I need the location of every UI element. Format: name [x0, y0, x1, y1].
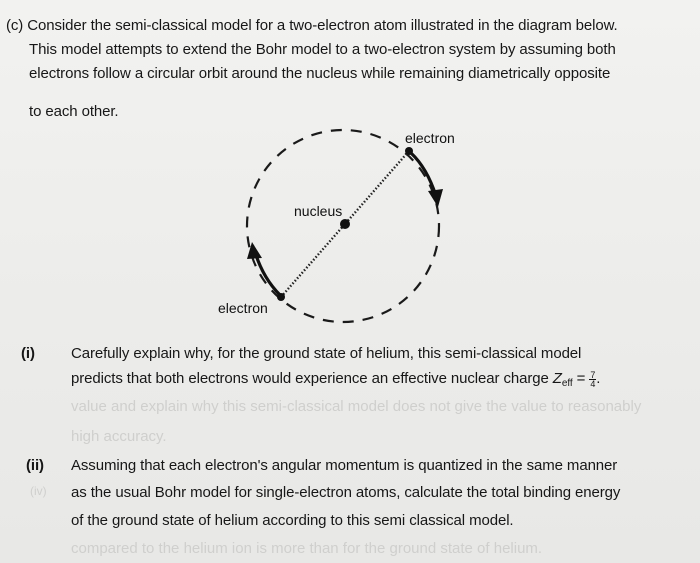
label-nucleus: nucleus	[294, 203, 343, 219]
part-ii-line-1	[26, 457, 44, 475]
part-ii-text-1: Assuming that each electron's angular momentum is quantized in the same manner	[71, 457, 618, 474]
part-i-label: (i)	[21, 345, 35, 362]
part-c-line-4: to each other.	[29, 103, 119, 120]
fraction-numerator: 7	[590, 369, 596, 380]
label-electron-bottom: electron	[218, 300, 268, 316]
label-electron-top: electron	[405, 130, 455, 146]
velocity-arrow-top-icon	[411, 153, 443, 207]
part-c-line-3: electrons follow a circular orbit around the nucleus while remaining diametrically opposite	[29, 65, 611, 82]
part-ii-text-2: as the usual Bohr model for single-electron atoms, calculate the total binding energy	[71, 484, 621, 501]
velocity-arrow-bottom-icon	[247, 242, 280, 295]
part-c-line-2: This model attempts to extend the Bohr model to a two-electron system by assuming both	[29, 41, 616, 58]
part-i-line-1	[21, 345, 35, 363]
faint-text-line-3: compared to the helium ion is more than for the ground state of helium.	[71, 540, 543, 557]
z-subscript: eff	[561, 378, 573, 389]
nucleus-dot	[340, 219, 350, 229]
part-ii-text-3: of the ground state of helium according to this semi classical model.	[71, 512, 514, 529]
part-c-label: (c)	[6, 17, 24, 34]
part-i-text-2: predicts that both electrons would experience an effective nuclear charge	[71, 370, 553, 387]
faint-label-iv: (iv)	[30, 484, 47, 498]
z-symbol: Z	[552, 370, 562, 387]
part-i-line-2	[71, 370, 600, 393]
part-c-text-1: Consider the semi-classical model for a two-electron atom illustrated in the diagram below.	[27, 17, 618, 34]
faint-text-line-1: value and explain why this semi-classical model does not give the value to reasonably	[71, 398, 642, 415]
equals-sign: =	[572, 370, 590, 387]
part-i-period: .	[596, 370, 601, 387]
part-i-text-1: Carefully explain why, for the ground state of helium, this semi-classical model	[71, 345, 582, 362]
faint-text-line-2: high accuracy.	[71, 428, 167, 445]
part-ii-label: (ii)	[26, 457, 44, 474]
fraction-denominator: 4	[590, 378, 596, 389]
